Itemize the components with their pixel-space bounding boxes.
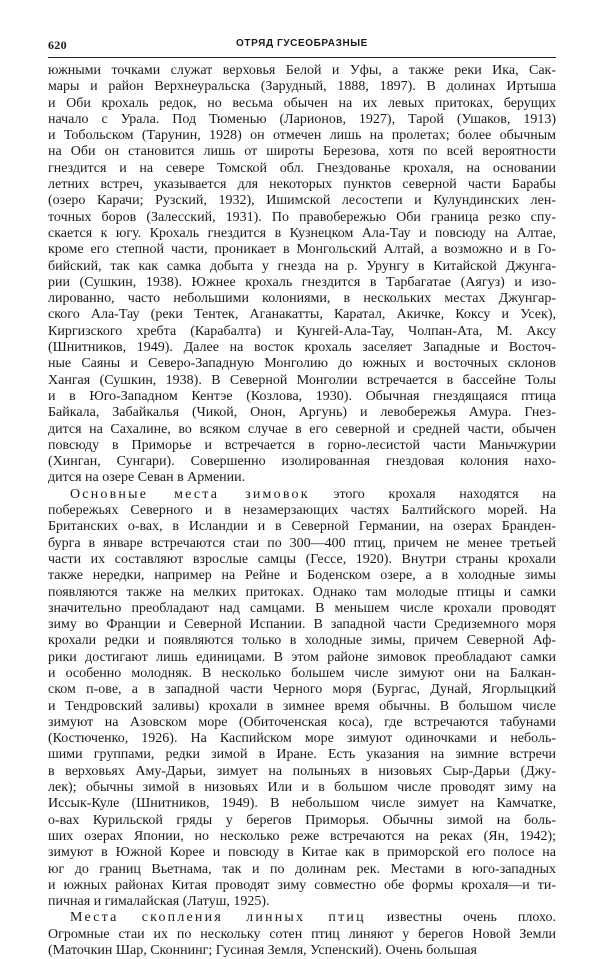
text-line: шими группами, редки зимой в Иране. Есть указания на зимние встречи: [48, 747, 556, 763]
text-line: зиму во Франции и Северной Испании. В западной части Средиземного моря: [48, 617, 556, 633]
text-line: зимуют на Азовском море (Обиточенская коса), где встречаются табунами: [48, 714, 556, 730]
text-line: (Костюченко, 1926). На Каспийском море зимуют одиночками и неболь-: [48, 731, 556, 747]
text-line: (озеро Карачи; Рузский, 1932), Ишимской лесостепи и Кулундинских лен-: [48, 193, 556, 209]
text-line: мары и район Верхнеуральска (Зарудный, 1888, 1897). В долинах Иртыша: [48, 79, 556, 95]
paragraph-lead: Места скопления линных птиц: [70, 910, 366, 926]
text-line: и в Юго-Западном Кентэе (Козлова, 1930). Обычная гнездящаяся птица: [48, 388, 556, 404]
text-line: дится на озере Севан в Армении.: [48, 470, 246, 486]
text-line: ные Саяны и Северо-Западную Монголию до южных и восточных склонов: [48, 356, 556, 372]
text-line: крохали редки и появляются только в холодные зимы, причем Северной Аф-: [48, 633, 556, 649]
page-number: 620: [48, 38, 67, 52]
text-line: кроме его степной части, проникает в Монгольский Алтай, а возможно и в Го-: [48, 242, 556, 258]
text-line: и Оби крохаль редок, но весьма обычен на их левых притоках, берущих: [48, 95, 556, 111]
paragraph: [48, 910, 556, 959]
text-line: значительно преобладают над самцами. В меньшем числе крохали проводят: [48, 600, 556, 616]
header-rule: [48, 57, 556, 58]
text-line: о-вах Курильской гряды у берегов Приморья. Обычны зимой на боль-: [48, 812, 556, 828]
text-line: ского Ала-Тау (реки Тентек, Аганакатты, Каратал, Акичке, Коксу и Усек),: [48, 307, 556, 323]
text-line: [48, 487, 556, 503]
text-line: ском п-ове, а в западной части Черного моря (Бургас, Дунай, Ягорлыцкий: [48, 682, 556, 698]
text-line: бурга в январе встречаются стаи по 300—400 птиц, причем не менее третьей: [48, 535, 556, 551]
text-line: скается к югу. Крохаль гнездится в Кузнецком Ала-Тау и повсюду на Алтае,: [48, 225, 556, 241]
text-line: дится на Сахалине, во всяком случае в его северной и средней части, обычен: [48, 421, 556, 437]
text-line: повсюду в Приморье и встречается в горно-лесистой части Маньчжурии: [48, 437, 556, 453]
text-line: юг до границ Вьетнама, так и по долинам рек. Местами в юго-западных: [48, 861, 556, 877]
running-head: ОТРЯД ГУСЕОБРАЗНЫЕ: [236, 38, 368, 49]
text-line: лек); обычны зимой в низовьях Или и в большом числе проводят зиму на: [48, 780, 556, 796]
text-line: и Тобольском (Тарунин, 1928) он отмечен лишь на пролетах; более обычным: [48, 128, 556, 144]
text-line: побережьях Северного и в незамерзающих частях Балтийского морей. На: [48, 503, 556, 519]
text-line: в верховьях Аму-Дарьи, зимует на полыньях в низовьях Сыр-Дарьи (Джу-: [48, 763, 556, 779]
paragraph-lead: Основные места зимовок: [70, 486, 310, 502]
text-line: и особенно молодняк. В несколько большем числе зимуют они на Балкан-: [48, 665, 556, 681]
line-text: известны очень плохо.: [365, 910, 556, 926]
paragraph: [48, 63, 556, 487]
text-line: Байкала, Забайкалья (Чикой, Онон, Аргунь) и левобережья Амура. Гнез-: [48, 405, 556, 421]
text-line: также нередки, например на Рейне и Боденском озере, а в холодные зимы: [48, 568, 556, 584]
text-line: [48, 910, 556, 926]
text-line: бийский, так как самка добыта у гнезда на р. Урунгу в Китайской Джунга-: [48, 258, 556, 274]
text-line: пичная и гималайская (Латуш, 1925).: [48, 894, 270, 910]
text-line: южными точками служат верховья Белой и Уфы, а также реки Ика, Сак-: [48, 63, 556, 78]
text-line: Огромные стаи их по нескольку сотен птиц линяют у берегов Новой Земли: [48, 926, 556, 942]
text-line: летних встреч, указывается для некоторых пунктов северной части Барабы: [48, 177, 556, 193]
text-line: рии (Сушкин, 1938). Южнее крохаль гнездится в Тарбагатае (Аягуз) и изо-: [48, 274, 556, 290]
text-line: и южных районах Китая проводят зиму совместно обе формы крохаля—и ти-: [48, 877, 556, 893]
text-line: части их составляют взрослые самцы (Гессе, 1920). Внутри страны крохали: [48, 551, 556, 567]
text-line: лированно, часто небольшими колониями, в нескольких местах Джунгар-: [48, 291, 556, 307]
text-line: Киргизского хребта (Карабалта) и Кунгей-Ала-Тау, Чолпан-Ата, М. Аксу: [48, 323, 556, 339]
text-line: (Шнитников, 1949). Далее на восток крохаль заселяет Западные и Восточ-: [48, 340, 556, 356]
text-line: и Тендровский заливы) крохали в зимнее время обычны. В большом числе: [48, 698, 556, 714]
text-line: Британских о-вах, в Исландии и в Северной Германии, на озерах Бранден-: [48, 519, 556, 535]
paragraph: [48, 487, 556, 911]
text-line: на Оби он становится лишь от широты Березова, хотя по всей вероятности: [48, 144, 556, 160]
text-line: Хангая (Сушкин, 1938). В Северной Монголии встречается в бассейне Толы: [48, 372, 556, 388]
text-line: (Хинган, Сунгари). Совершенно изолированная гнездовая колония нахо-: [48, 454, 556, 470]
text-line: начало с Урала. Под Тюменью (Ларионов, 1927), Тарой (Ушаков, 1913): [48, 111, 556, 127]
text-line: Иссык-Куле (Шнитников, 1949). В небольшом числе зимует на Камчатке,: [48, 796, 556, 812]
text-line: точных боров (Залесский, 1931). По правобережью Оби граница резко спу-: [48, 209, 556, 225]
text-line: появляются также на мелких притоках. Однако там молодые птицы и самки: [48, 584, 556, 600]
text-line: рики достигают лишь единицами. В этом районе зимовок преобладают самки: [48, 649, 556, 665]
line-text: этого крохаля находятся на: [309, 486, 556, 502]
text-line: ших озерах Японии, но несколько реже встречаются на реках (Ян, 1942);: [48, 828, 556, 844]
body-text: [48, 63, 556, 959]
text-line: (Маточкин Шар, Сконнинг; Гусиная Земля, Успенский). Очень большая: [48, 943, 477, 959]
text-line: гнездится и на севере Томской обл. Гнездованье крохаля, на основании: [48, 160, 556, 176]
page-header: [48, 38, 556, 54]
text-line: зимуют в Южной Корее и повсюду в Китае как в приморской его полосе на: [48, 845, 556, 861]
